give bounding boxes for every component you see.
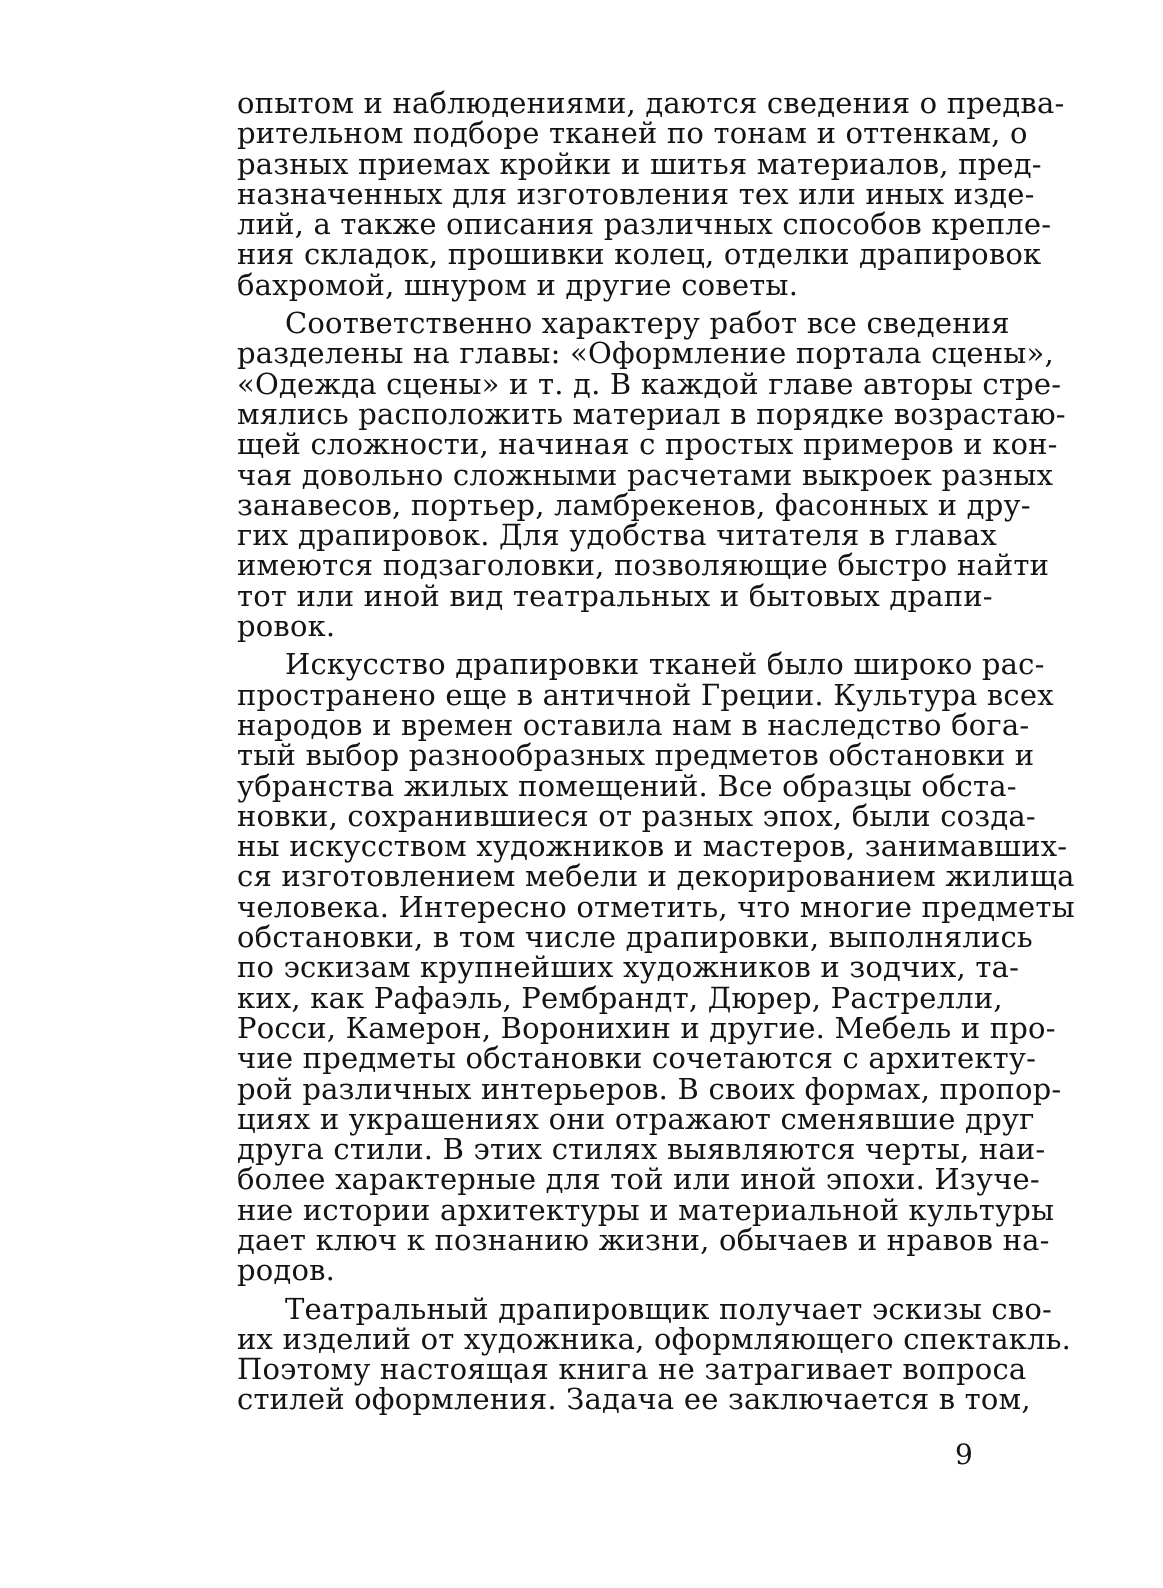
body-text <box>237 86 1075 1417</box>
paragraph <box>237 647 1075 1288</box>
paragraph <box>237 306 1066 644</box>
text-line: новки, сохранившиеся от разных эпох, были созда- <box>237 798 1036 833</box>
text-line: рой различных интерьеров. В своих формах, пропор- <box>237 1071 1062 1106</box>
text-line: родов. <box>237 1253 336 1288</box>
page-number: 9 <box>955 1438 973 1471</box>
text-line: по эскизам крупнейших художников и зодчих, та- <box>237 950 1020 985</box>
text-line: дает ключ к познанию жизни, обычаев и нравов на- <box>237 1222 1050 1257</box>
text-line: мялись расположить материал в порядке возрастаю- <box>237 396 1066 431</box>
text-line: Театральный драпировщик получает эскизы сво- <box>285 1291 1053 1326</box>
text-line: гих драпировок. Для удобства читателя в главах <box>237 518 997 553</box>
text-line: имеются подзаголовки, позволяющие быстро найти <box>237 548 1050 583</box>
text-line: тот или иной вид театральных и бытовых драпи- <box>237 578 993 613</box>
text-line: человека. Интересно отметить, что многие предметы <box>237 889 1075 924</box>
text-line: опытом и наблюдениями, даются сведения о предва- <box>237 86 1065 120</box>
text-line: ние истории архитектуры и материальной культуры <box>237 1192 1055 1227</box>
paragraph <box>237 86 1065 302</box>
text-line: чая довольно сложными расчетами выкроек разных <box>237 457 1054 492</box>
text-line: ких, как Рафаэль, Рембрандт, Дюрер, Растрелли, <box>237 980 1003 1015</box>
text-line: чие предметы обстановки сочетаются с архитекту- <box>237 1041 1037 1076</box>
text-line: народов и времен оставила нам в наследство бога- <box>237 707 1030 742</box>
text-line: ровок. <box>237 609 336 644</box>
text-line: Росси, Камерон, Воронихин и другие. Мебель и про- <box>237 1010 1056 1045</box>
text-line: циях и украшениях они отражают сменявшие друг <box>237 1101 1035 1136</box>
text-line: тый выбор разнообразных предметов обстановки и <box>237 738 1035 773</box>
text-line: Искусство драпировки тканей было широко рас- <box>285 647 1045 682</box>
text-line: бахромой, шнуром и другие советы. <box>237 267 799 302</box>
text-line: разделены на главы: «Оформление портала сцены», <box>237 336 1054 371</box>
text-line: друга стили. В этих стилях выявляются черты, наи- <box>237 1132 1046 1167</box>
paragraph <box>237 1291 1072 1417</box>
text-line: занавесов, портьер, ламбрекенов, фасонных и дру- <box>237 487 1031 522</box>
text-line: более характерные для той или иной эпохи. Изуче- <box>237 1162 1040 1197</box>
text-line: ния складок, прошивки колец, отделки драпировок <box>237 237 1042 272</box>
text-line: Соответственно характеру работ все сведения <box>285 306 1010 341</box>
text-line: пространено еще в античной Греции. Культура всех <box>237 677 1054 712</box>
text-line: щей сложности, начиная с простых примеров и кон- <box>237 427 1058 462</box>
text-line: разных приемах кройки и шитья материалов, пред- <box>237 146 1042 181</box>
text-line: обстановки, в том числе драпировки, выполнялись <box>237 920 1033 955</box>
text-line: рительном подборе тканей по тонам и оттенкам, о <box>237 116 1028 151</box>
text-line: «Одежда сцены» и т. д. В каждой главе авторы стре- <box>237 366 1062 401</box>
text-line: их изделий от художника, оформляющего спектакль. <box>237 1321 1072 1356</box>
text-line: Поэтому настоящая книга не затрагивает вопроса <box>237 1352 1027 1387</box>
text-line: лий, а также описания различных способов крепле- <box>237 207 1052 242</box>
text-line: ся изготовлением мебели и декорированием жилища <box>237 859 1075 894</box>
text-line: ны искусством художников и мастеров, занимавших- <box>237 829 1068 864</box>
text-line: стилей оформления. Задача ее заключается в том, <box>237 1382 1031 1417</box>
text-line: убранства жилых помещений. Все образцы обста- <box>237 768 1017 803</box>
text-line: назначенных для изготовления тех или иных изде- <box>237 176 1035 211</box>
